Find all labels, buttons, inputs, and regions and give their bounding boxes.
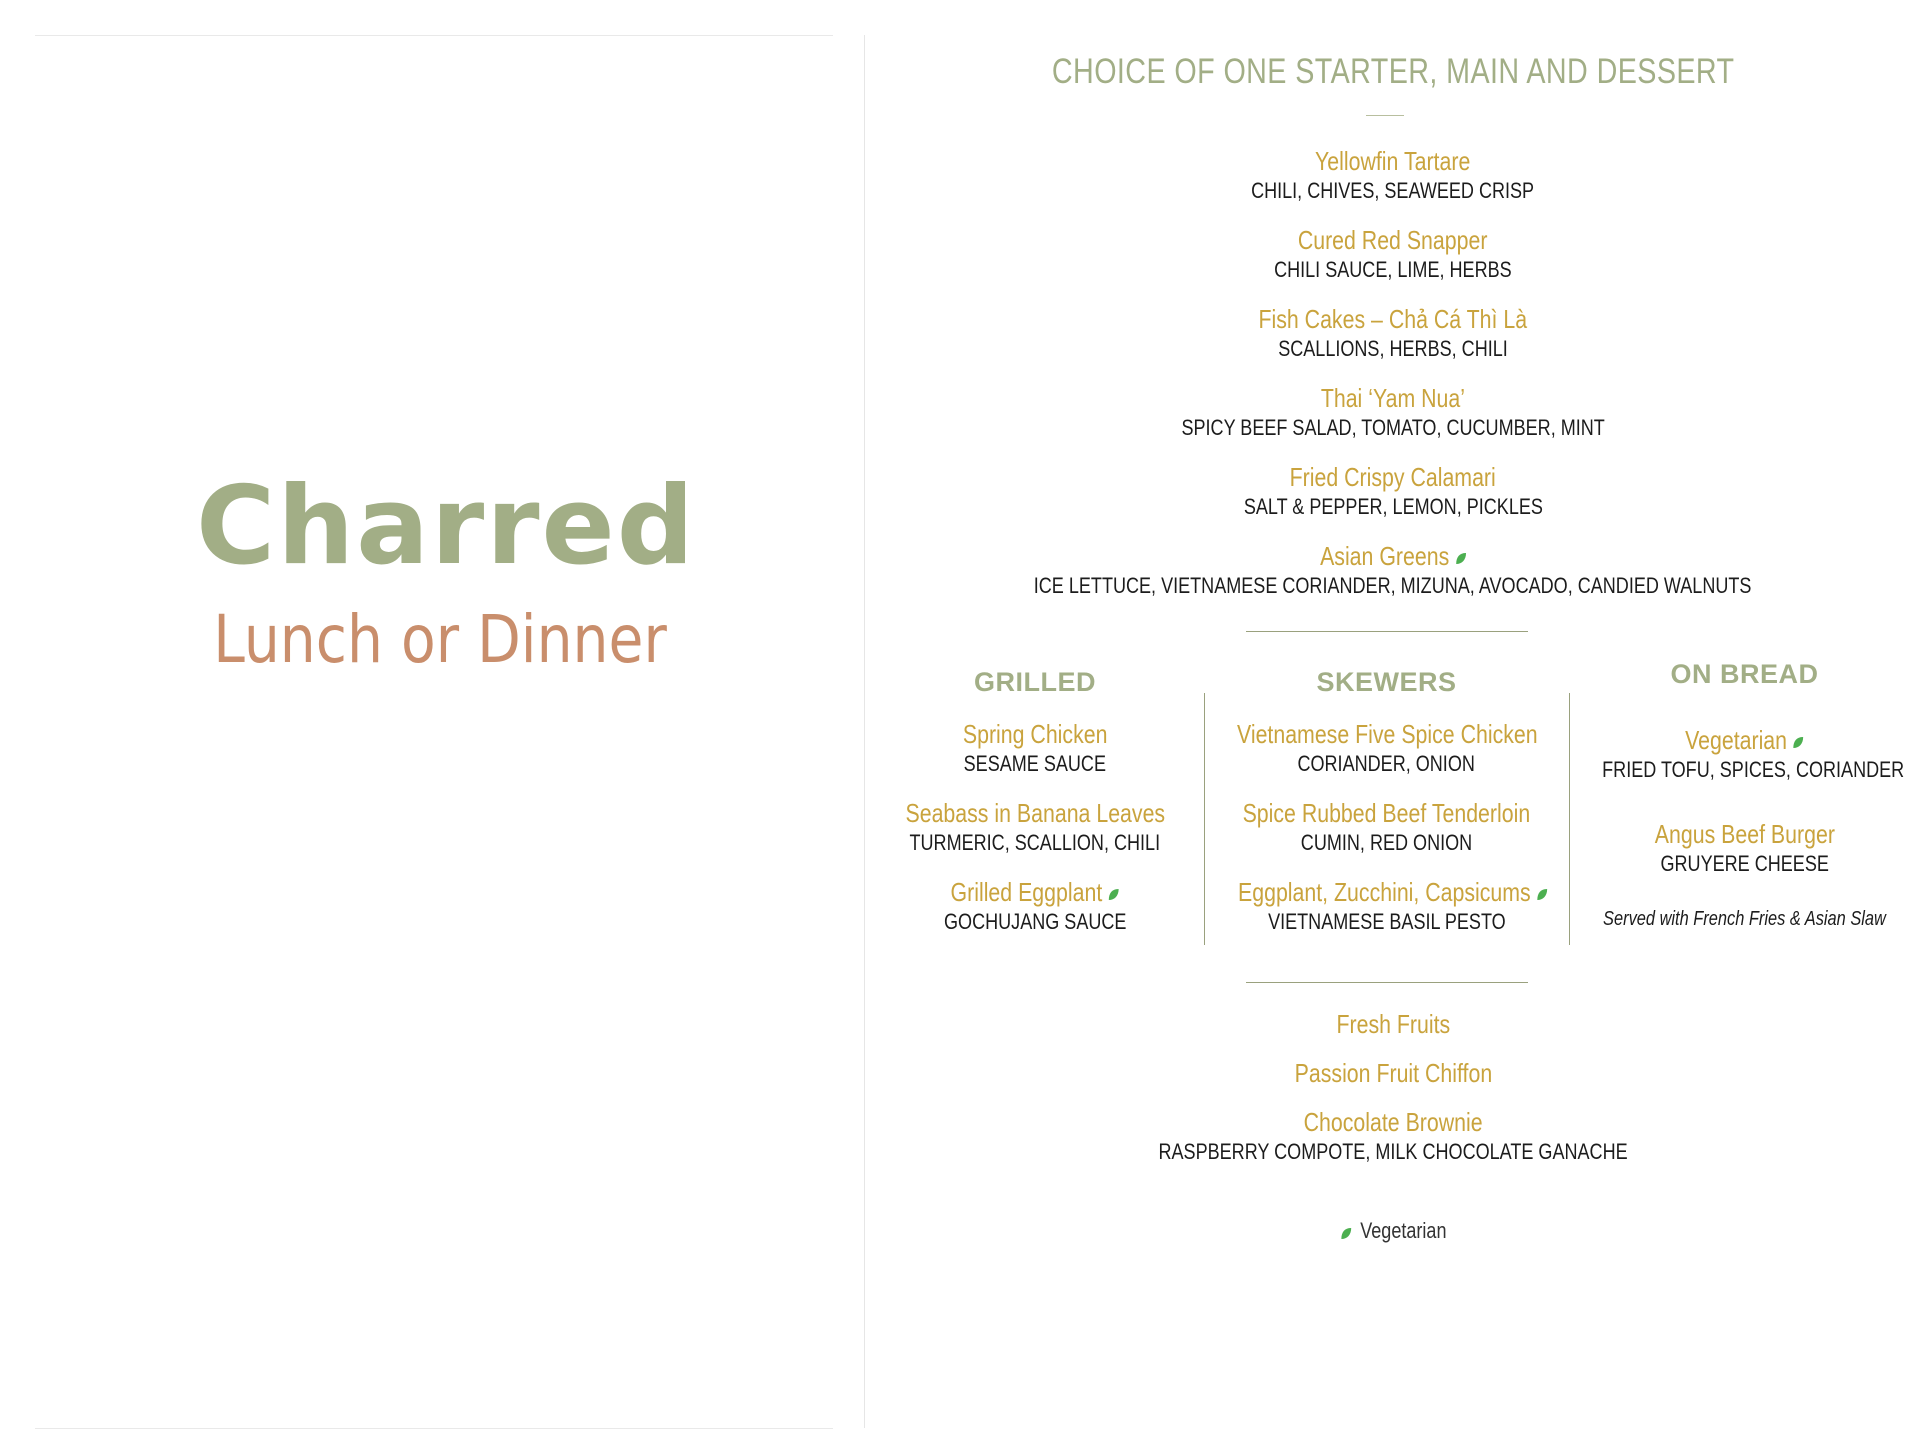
leaf-icon	[1454, 551, 1466, 566]
dish-name: Cured Red Snapper	[1298, 225, 1488, 255]
dish-desc: FRIED TOFU, SPICES, CORIANDER	[1602, 757, 1905, 782]
dish-desc: VIETNAMESE BASIL PESTO	[1267, 909, 1506, 934]
leaf-icon	[1536, 887, 1548, 902]
dish-name: Yellowfin Tartare	[1315, 146, 1471, 176]
grilled-list	[866, 718, 1204, 955]
dish-desc: SALT & PEPPER, LEMON, PICKLES	[1243, 494, 1543, 519]
desserts-list	[866, 1008, 1920, 1166]
logo-wordmark: Charred	[196, 464, 697, 589]
dish-name: Vietnamese Five Spice Chicken	[1236, 719, 1538, 749]
dish-desc: CHILI, CHIVES, SEAWEED CRISP	[1251, 178, 1535, 203]
served-with-note: Served with French Fries & Asian Slaw	[1603, 908, 1886, 930]
dish-desc: ICE LETTUCE, VIETNAMESE CORIANDER, MIZUNA, AVOCADO, CANDIED WALNUTS	[1034, 573, 1752, 598]
dish-name: Chocolate Brownie	[1303, 1107, 1483, 1137]
section-divider-bottom	[1246, 982, 1528, 983]
page-divider	[864, 35, 865, 1428]
cover-panel	[0, 0, 865, 1449]
dish-name: Eggplant, Zucchini, Capsicums	[1238, 877, 1531, 907]
list-item	[1204, 718, 1569, 797]
dish-desc: CHILI SAUCE, LIME, HERBS	[1274, 257, 1512, 282]
dish-desc: CORIANDER, ONION	[1297, 751, 1476, 776]
leaf-icon	[1340, 1226, 1352, 1241]
list-item	[1204, 876, 1569, 955]
starters-list	[866, 145, 1920, 619]
dish-desc: CUMIN, RED ONION	[1300, 830, 1473, 855]
dish-name: Vegetarian	[1684, 725, 1787, 755]
list-item	[866, 224, 1920, 303]
vegetarian-legend	[866, 1218, 1920, 1244]
dish-desc: GRUYERE CHEESE	[1660, 851, 1829, 876]
list-item	[866, 145, 1920, 224]
section-title-skewers: SKEWERS	[1316, 667, 1457, 697]
dish-desc: SCALLIONS, HERBS, CHILI	[1278, 336, 1508, 361]
dish-name: Grilled Eggplant	[950, 877, 1103, 907]
dish-name: Fish Cakes – Chả Cá Thì Là	[1258, 304, 1528, 334]
list-item	[866, 876, 1204, 955]
dish-desc: TURMERIC, SCALLION, CHILI	[909, 830, 1161, 855]
list-item	[1204, 797, 1569, 876]
on-bread-list	[1569, 724, 1920, 931]
heading-rule	[1366, 115, 1404, 116]
leaf-icon	[1792, 735, 1804, 750]
list-item	[866, 797, 1204, 876]
skewers-list	[1204, 718, 1569, 955]
list-item	[1569, 818, 1920, 908]
dish-name: Passion Fruit Chiffon	[1294, 1058, 1492, 1088]
bottom-border	[35, 1428, 833, 1429]
dish-name: Angus Beef Burger	[1654, 819, 1835, 849]
menu-heading: CHOICE OF ONE STARTER, MAIN AND DESSERT	[1051, 52, 1735, 91]
list-item	[866, 461, 1920, 540]
menu-subtitle: Lunch or Dinner	[213, 601, 667, 678]
list-item	[866, 540, 1920, 619]
dish-name: Fried Crispy Calamari	[1289, 462, 1497, 492]
legend-label: Vegetarian	[1360, 1218, 1447, 1243]
top-border	[35, 35, 833, 36]
dish-desc: RASPBERRY COMPOTE, MILK CHOCOLATE GANACHE	[1158, 1139, 1628, 1164]
dish-desc: SESAME SAUCE	[963, 751, 1107, 776]
dish-name: Spring Chicken	[962, 719, 1108, 749]
list-item	[866, 303, 1920, 382]
charred-logo	[196, 462, 697, 592]
list-item	[866, 1057, 1920, 1106]
list-item	[1569, 724, 1920, 818]
dish-desc: GOCHUJANG SAUCE	[943, 909, 1127, 934]
list-item	[866, 1106, 1920, 1166]
dish-name: Seabass in Banana Leaves	[905, 798, 1165, 828]
dish-name: Asian Greens	[1319, 541, 1449, 571]
section-title-grilled: GRILLED	[974, 667, 1096, 697]
list-item	[866, 382, 1920, 461]
section-divider-top	[1246, 631, 1528, 632]
dish-desc: SPICY BEEF SALAD, TOMATO, CUCUMBER, MINT	[1181, 415, 1605, 440]
leaf-icon	[1107, 887, 1119, 902]
section-title-on-bread: ON BREAD	[1670, 659, 1819, 689]
list-item	[866, 1008, 1920, 1057]
dish-name: Spice Rubbed Beef Tenderloin	[1242, 798, 1531, 828]
list-item	[866, 718, 1204, 797]
menu-panel	[866, 0, 1920, 1449]
dish-name: Fresh Fruits	[1336, 1009, 1450, 1039]
dish-name: Thai ‘Yam Nua’	[1320, 383, 1466, 413]
